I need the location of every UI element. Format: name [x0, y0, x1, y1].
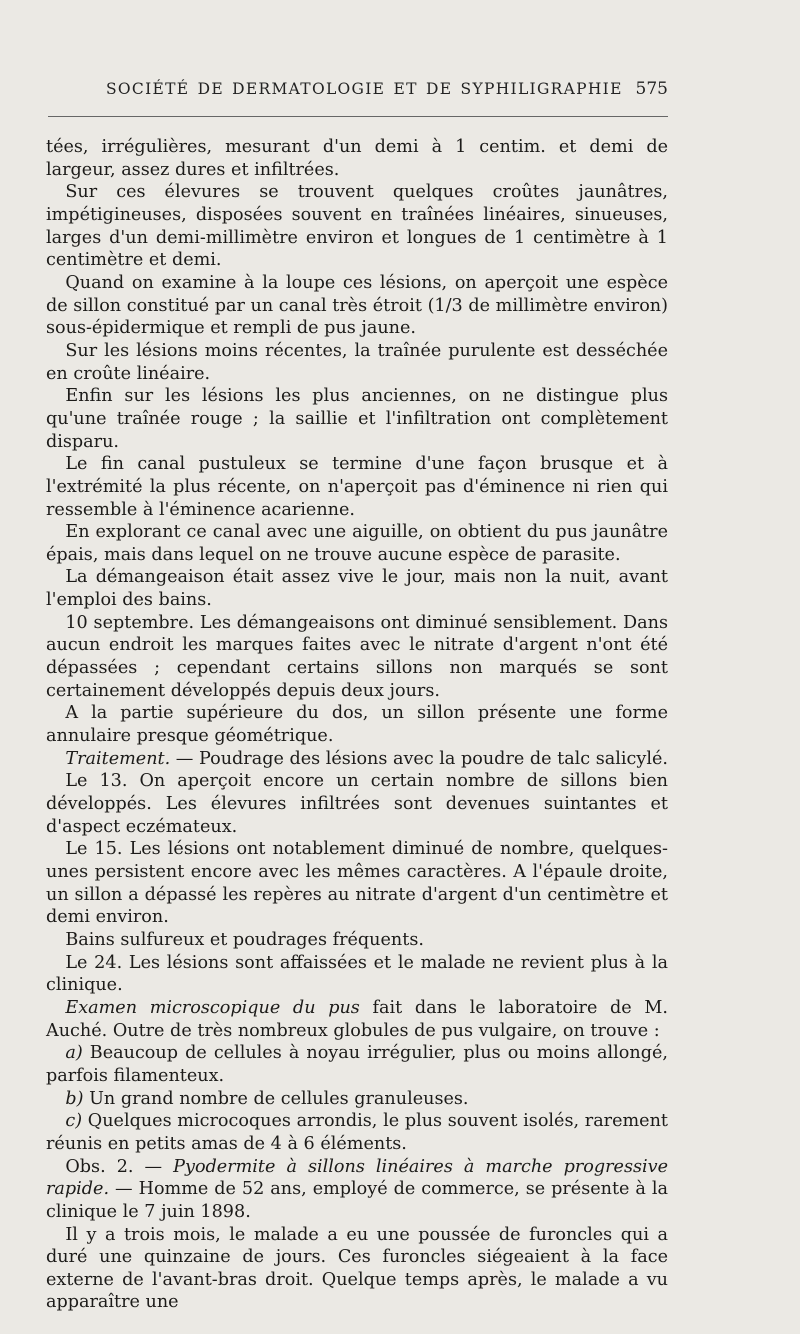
paragraph [46, 997, 668, 1042]
paragraph [46, 521, 668, 566]
observation-title: Pyodermite à sillons linéaires à marche progressive rapide. [46, 1156, 669, 1200]
paragraph [46, 385, 668, 453]
paragraph-text: Beaucoup de cellules à noyau irrégulier, plus ou moins allongé, parfois filamenteux. [46, 1043, 668, 1086]
page-header [48, 80, 668, 104]
paragraph-text: tées, irrégulières, mesurant d'un demi à 1 centim. et demi de largeur, assez dures et infiltrées. [46, 137, 668, 180]
paragraph [46, 1088, 668, 1111]
paragraph [46, 929, 668, 952]
running-title: SOCIÉTÉ DE DERMATOLOGIE ET DE SYPHILIGRAPHIE [106, 80, 623, 98]
paragraph [46, 770, 668, 838]
paragraph-text: Quand on examine à la loupe ces lésions, on aperçoit une espèce de sillon constitué par un canal très étroit (1/3 de millimètre environ) sous-épidermique et rempli de pus jaune. [46, 272, 668, 339]
paragraph [46, 1224, 668, 1315]
paragraph-text: A la partie supérieure du dos, un sillon présente une forme annulaire presque géométrique. [46, 703, 668, 747]
paragraph [46, 136, 668, 181]
italic-lead: b) [65, 1088, 84, 1109]
italic-lead: a) [65, 1043, 83, 1064]
paragraph-text: La démangeaison était assez vive le jour, mais non la nuit, avant l'emploi des bains. [46, 567, 668, 611]
paragraph-text: — Poudrage des lésions avec la poudre de talc salicylé. [170, 748, 668, 769]
paragraph-text: Le 24. Les lésions sont affaissées et le malade ne revient plus à la clinique. [46, 952, 668, 996]
paragraph-text: Enfin sur les lésions les plus anciennes, on ne distingue plus qu'une traînée rouge ; la saillie et l'infiltration ont complètement disparu. [46, 386, 668, 452]
paragraph [46, 272, 668, 340]
page-number: 575 [635, 79, 668, 99]
paragraph-text: Sur les lésions moins récentes, la traînée purulente est desséchée en croûte linéaire. [46, 340, 668, 384]
paragraph [46, 838, 668, 929]
paragraph-text: En explorant ce canal avec une aiguille, on obtient du pus jaunâtre épais, mais dans lequel on ne trouve aucune espèce de parasite. [46, 522, 668, 565]
italic-lead: Examen microscopique du pus [65, 997, 360, 1018]
paragraph-text: Il y a trois mois, le malade a eu une poussée de furoncles qui a duré une quinzaine de jours. Ces furoncles siégeaient à la face externe de l'avant-bras droit. Quelque temps après, le malade a vu apparaître une [46, 1224, 668, 1313]
paragraph [46, 702, 668, 747]
paragraph [46, 340, 668, 385]
paragraph-text: Le fin canal pustuleux se termine d'une façon brusque et à l'extrémité la plus récente, on n'aperçoit pas d'éminence ni rien qui ressemble à l'éminence acarienne. [46, 454, 668, 520]
paragraph-text: Quelques microcoques arrondis, le plus souvent isolés, rarement réunis en petits amas de 4 à 6 éléments. [46, 1111, 668, 1154]
paragraph [46, 1110, 668, 1155]
paragraph-text: — Homme de 52 ans, employé de commerce, se présente à la clinique le 7 juin 1898. [46, 1179, 668, 1222]
header-rule [48, 116, 668, 117]
paragraph-text: Bains sulfureux et poudrages fréquents. [65, 929, 424, 950]
paragraph-text: Le 13. On aperçoit encore un certain nombre de sillons bien développés. Les élevures infiltrées sont devenues suintantes et d'aspect eczémateux. [46, 771, 668, 837]
page-body [46, 136, 668, 1314]
paragraph [46, 566, 668, 611]
italic-lead: Traitement. [65, 748, 171, 769]
italic-lead: c) [65, 1111, 83, 1132]
paragraph [46, 952, 668, 997]
paragraph [46, 748, 668, 771]
paragraph-text: Sur ces élevures se trouvent quelques croûtes jaunâtres, impétigineuses, disposées souvent en traînées linéaires, sinueuses, larges d'un demi-millimètre environ et longues de 1 centimètre à 1 centimètre et demi. [46, 182, 668, 271]
paragraph-text: Le 15. Les lésions ont notablement diminué de nombre, quelques-unes persistent encore avec les mêmes caractères. A l'épaule droite, un sillon a dépassé les repères au nitrate d'argent d'un centimètre et demi environ. [46, 839, 668, 928]
paragraph [46, 612, 668, 703]
paragraph-text: fait dans le laboratoire de M. Auché. Outre de très nombreux globules de pus vulgaire, on trouve : [46, 997, 668, 1041]
paragraph [46, 1042, 668, 1087]
paragraph [46, 453, 668, 521]
paragraph-text: 10 septembre. Les démangeaisons ont diminué sensiblement. Dans aucun endroit les marques faites avec le nitrate d'argent n'ont été dépassées ; cependant certains sillons non marqués se sont certainement développés depuis deux jours. [46, 612, 668, 701]
paragraph-text: Un grand nombre de cellules granuleuses. [83, 1088, 469, 1109]
paragraph [46, 181, 668, 272]
observation-heading-paragraph [46, 1156, 668, 1224]
observation-label: Obs. 2. — [65, 1156, 174, 1177]
